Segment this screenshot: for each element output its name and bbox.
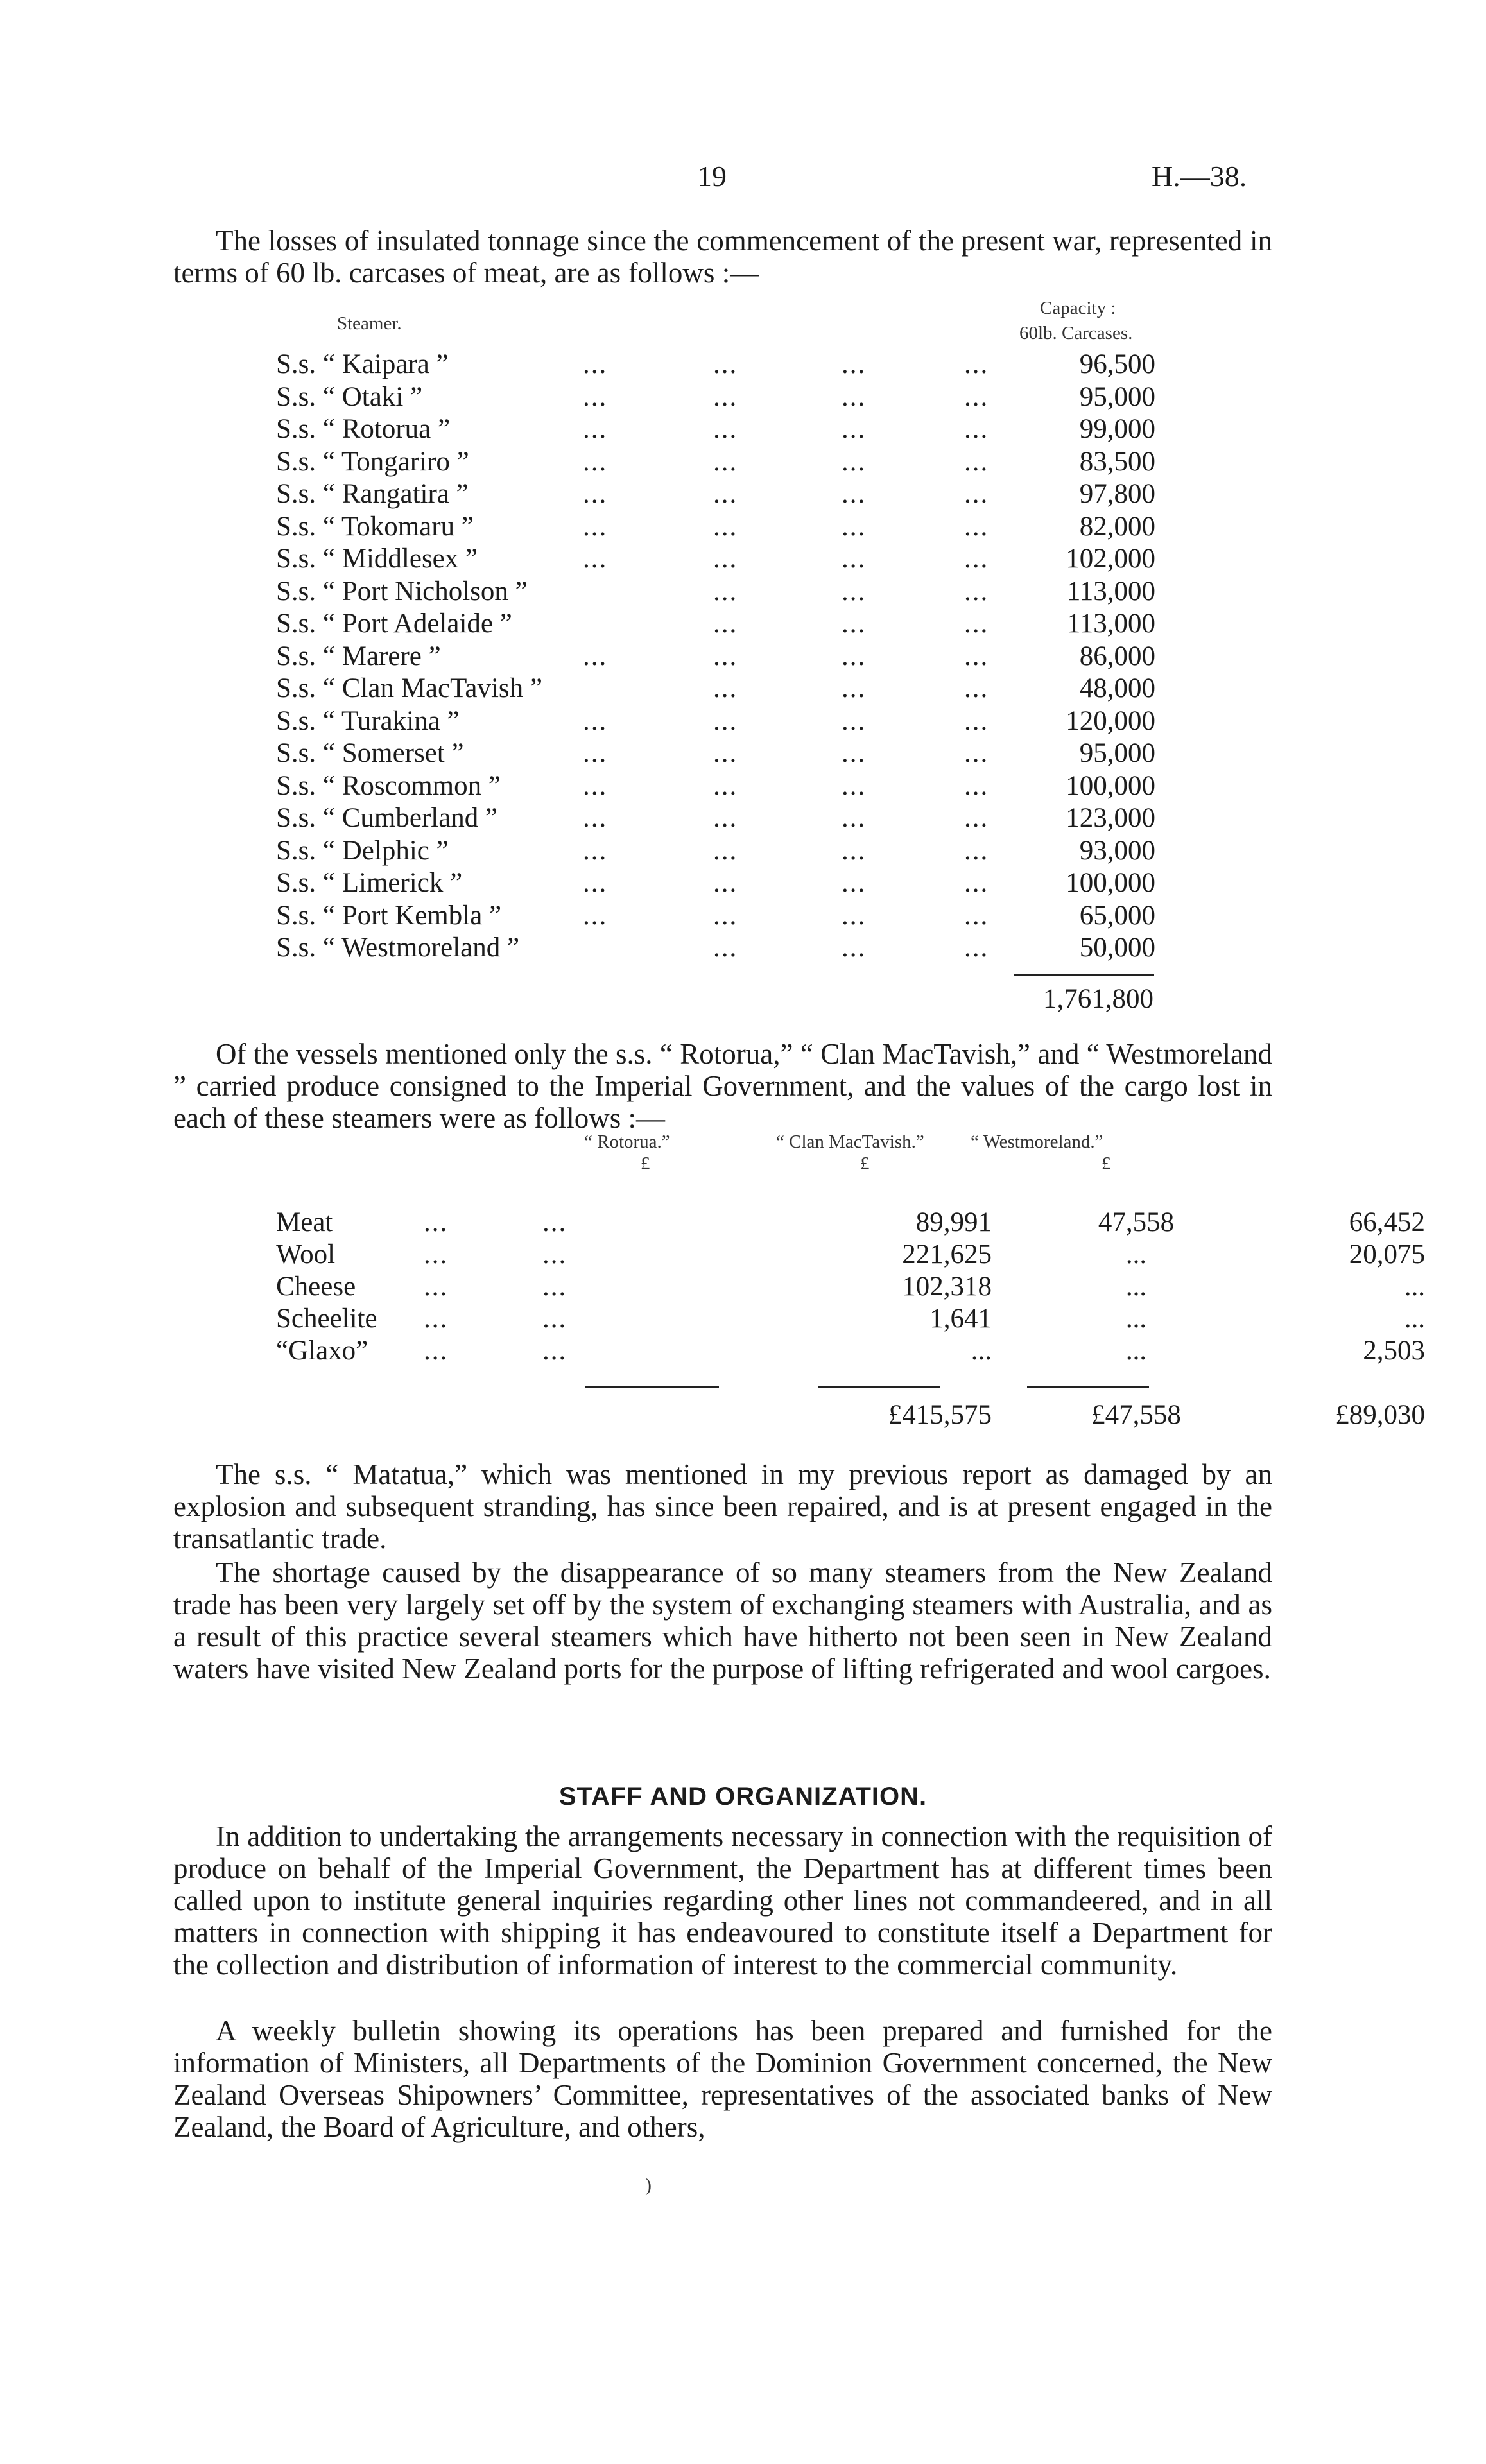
leader-dots: ...	[583, 511, 608, 542]
shortage-paragraph: The shortage caused by the disappearance of so many steamers from the New Zealand trade has been very largely set off by the system of exchanging steamers with Australia, and as a result of this practice several steamers which have hitherto not been seen in New Zealand waters have visited New Zealand ports for the purpose of lifting refrigerated and wool cargoes.	[173, 1556, 1272, 1685]
cargo-header-westmoreland: “ Westmoreland.”	[971, 1132, 1103, 1152]
leader-dots: ...	[964, 511, 989, 542]
bulletin-paragraph: A weekly bulletin showing its operations has been prepared and furnished for the information of Ministers, all Departments of the Dominion Government concerned, the New Zealand Overseas Shipowners’ Committee, representatives of the associated banks of New Zealand, the Board of Agriculture, and others,	[173, 2015, 1272, 2143]
cargo-value-westmoreland: ...	[1404, 1304, 1425, 1334]
leader-dots: ...	[842, 576, 867, 607]
leader-dots: ...	[964, 900, 989, 931]
leader-dots: ...	[713, 511, 738, 542]
leader-dots: ...	[964, 770, 989, 801]
steamer-name: S.s. “ Marere ”	[276, 641, 441, 671]
matatua-paragraph: The s.s. “ Matatua,” which was mentioned in my previous report as damaged by an explosion and subsequent stranding, has since been repaired, and is at present engaged in the transatlantic trade.	[173, 1458, 1272, 1555]
cargo-currency-rotorua: £	[641, 1153, 650, 1174]
leader-dots: ...	[713, 705, 738, 736]
document-reference: H.—38.	[1152, 160, 1247, 193]
leader-dots: ...	[964, 446, 989, 477]
cargo-row	[276, 1271, 1425, 1303]
leader-dots: ...	[842, 705, 867, 736]
steamer-capacity: 100,000	[1066, 868, 1155, 898]
steamer-capacity: 113,000	[1066, 576, 1155, 607]
leader-dots: ...	[842, 933, 867, 963]
steamer-capacity: 95,000	[1079, 738, 1155, 768]
cargo-value-westmoreland: 66,452	[1349, 1207, 1425, 1237]
steamer-capacity: 113,000	[1066, 608, 1155, 639]
leader-dots: ...	[842, 479, 867, 509]
steamer-capacity: 82,000	[1079, 511, 1155, 542]
steamer-name: S.s. “ Turakina ”	[276, 705, 460, 736]
leader-dots: ...	[842, 835, 867, 866]
steamer-name: S.s. “ Tokomaru ”	[276, 511, 474, 542]
leader-dots: ...	[713, 479, 738, 509]
total-westmoreland: £89,030	[1335, 1400, 1425, 1430]
steamer-row	[276, 932, 1155, 964]
steamer-capacity: 95,000	[1079, 381, 1155, 412]
leader-dots: ...	[713, 933, 738, 963]
leader-dots: ...	[583, 446, 608, 477]
leader-dots: ...	[583, 803, 608, 833]
steamer-row	[276, 478, 1155, 510]
steamer-row	[276, 867, 1155, 899]
leader-dots: ...	[424, 1207, 449, 1237]
steamer-row	[276, 770, 1155, 802]
leader-dots: ...	[583, 641, 608, 671]
steamer-total-rule	[1014, 974, 1154, 976]
cargo-value-clan-mactavish: ...	[1125, 1304, 1147, 1334]
steamer-name: S.s. “ Limerick ”	[276, 868, 463, 898]
intro-paragraph: The losses of insulated tonnage since the commencement of the present war, represented in terms of 60 lb. carcases of meat, are as follows :—	[173, 225, 1272, 289]
steamer-capacity: 96,500	[1079, 349, 1155, 379]
steamer-name: S.s. “ Roscommon ”	[276, 770, 501, 801]
steamer-name: S.s. “ Port Kembla ”	[276, 900, 502, 931]
leader-dots: ...	[964, 933, 989, 963]
leader-dots: ...	[842, 511, 867, 542]
cargo-value-clan-mactavish: ...	[1125, 1271, 1147, 1302]
leader-dots: ...	[424, 1304, 449, 1334]
leader-dots: ...	[583, 414, 608, 444]
cargo-value-clan-mactavish: ...	[1125, 1336, 1147, 1366]
steamer-capacity: 120,000	[1066, 705, 1155, 736]
cargo-value-clan-mactavish: ...	[1125, 1239, 1147, 1270]
leader-dots: ...	[964, 479, 989, 509]
page-number: 19	[697, 160, 727, 193]
leader-dots: ...	[713, 349, 738, 379]
cargo-total-rule-clan-mactavish	[818, 1386, 940, 1388]
leader-dots: ...	[713, 868, 738, 898]
steamer-name: S.s. “ Otaki ”	[276, 381, 423, 412]
leader-dots: ...	[583, 381, 608, 412]
cargo-header-rotorua: “ Rotorua.”	[584, 1132, 670, 1152]
steamer-capacity: 50,000	[1079, 933, 1155, 963]
cargo-value-clan-mactavish: 47,558	[1098, 1207, 1175, 1237]
steamer-row	[276, 349, 1155, 381]
steamer-row	[276, 511, 1155, 543]
steamer-row	[276, 446, 1155, 478]
leader-dots: ...	[842, 900, 867, 931]
cargo-currency-clan-mactavish: £	[860, 1153, 870, 1174]
steamer-row	[276, 608, 1155, 640]
leader-dots: ...	[424, 1336, 449, 1366]
steamer-row	[276, 705, 1155, 737]
leader-dots: ...	[583, 738, 608, 768]
cargo-row	[276, 1335, 1425, 1367]
steamer-name: S.s. “ Rotorua ”	[276, 414, 451, 444]
cargo-item: Scheelite	[276, 1304, 377, 1334]
leader-dots: ...	[583, 900, 608, 931]
cargo-item: “Glaxo”	[276, 1336, 368, 1366]
leader-dots: ...	[842, 641, 867, 671]
steamer-capacity: 99,000	[1079, 414, 1155, 444]
leader-dots: ...	[713, 641, 738, 671]
leader-dots: ...	[583, 835, 608, 866]
cargo-row	[276, 1303, 1425, 1335]
leader-dots: ...	[842, 868, 867, 898]
steamer-name: S.s. “ Tongariro ”	[276, 446, 469, 477]
steamer-name: S.s. “ Middlesex ”	[276, 544, 478, 574]
steamer-name: S.s. “ Rangatira ”	[276, 479, 469, 509]
leader-dots: ...	[542, 1336, 567, 1366]
steamer-name: S.s. “ Port Nicholson ”	[276, 576, 528, 607]
capacity-column-header-line1: Capacity :	[1040, 298, 1116, 318]
steamer-name: S.s. “ Somerset ”	[276, 738, 464, 768]
cargo-value-westmoreland: 2,503	[1363, 1336, 1425, 1366]
steamer-row	[276, 543, 1155, 575]
section-heading: STAFF AND ORGANIZATION.	[558, 1782, 928, 1811]
leader-dots: ...	[713, 673, 738, 703]
leader-dots: ...	[964, 673, 989, 703]
steamer-name: S.s. “ Delphic ”	[276, 835, 449, 866]
cargo-item: Meat	[276, 1207, 333, 1237]
cargo-total-rule-rotorua	[585, 1386, 719, 1388]
steamer-capacity: 100,000	[1066, 770, 1155, 801]
leader-dots: ...	[713, 900, 738, 931]
leader-dots: ...	[964, 576, 989, 607]
leader-dots: ...	[713, 381, 738, 412]
leader-dots: ...	[583, 770, 608, 801]
steamer-capacity: 102,000	[1066, 544, 1155, 574]
steamer-row	[276, 381, 1155, 413]
cargo-row	[276, 1239, 1425, 1271]
leader-dots: ...	[964, 803, 989, 833]
leader-dots: ...	[842, 738, 867, 768]
leader-dots: ...	[713, 770, 738, 801]
steamer-name: S.s. “ Kaipara ”	[276, 349, 449, 379]
cargo-total-rule-westmoreland	[1027, 1386, 1149, 1388]
leader-dots: ...	[964, 835, 989, 866]
leader-dots: ...	[424, 1239, 449, 1270]
steamer-row	[276, 413, 1155, 445]
leader-dots: ...	[964, 608, 989, 639]
cargo-currency-westmoreland: £	[1102, 1153, 1111, 1174]
steamer-row	[276, 900, 1155, 932]
cargo-value-rotorua: 89,991	[915, 1207, 992, 1237]
cargo-value-rotorua: 102,318	[902, 1271, 992, 1302]
steamer-capacity: 65,000	[1079, 900, 1155, 931]
cargo-totals-row	[276, 1399, 1425, 1431]
cargo-header-clan-mactavish: “ Clan MacTavish.”	[776, 1132, 924, 1152]
leader-dots: ...	[842, 608, 867, 639]
cargo-value-rotorua: ...	[971, 1336, 992, 1366]
cargo-value-rotorua: 1,641	[929, 1304, 992, 1334]
total-rotorua: £415,575	[888, 1400, 992, 1430]
leader-dots: ...	[964, 349, 989, 379]
leader-dots: ...	[964, 641, 989, 671]
leader-dots: ...	[842, 414, 867, 444]
capacity-column-header-line2: 60lb. Carcases.	[1019, 323, 1133, 343]
steamer-capacity: 86,000	[1079, 641, 1155, 671]
cargo-value-westmoreland: 20,075	[1349, 1239, 1425, 1270]
leader-dots: ...	[842, 673, 867, 703]
vessels-paragraph: Of the vessels mentioned only the s.s. “ Rotorua,” “ Clan MacTavish,” and “ Westmoreland ” carried produce consigned to the Imperial Government, and the values of the cargo lost in each of these steamers were as follows :—	[173, 1038, 1272, 1134]
leader-dots: ...	[842, 544, 867, 574]
cargo-item: Cheese	[276, 1271, 356, 1302]
leader-dots: ...	[713, 414, 738, 444]
leader-dots: ...	[964, 414, 989, 444]
cargo-item: Wool	[276, 1239, 336, 1270]
leader-dots: ...	[583, 479, 608, 509]
cargo-value-rotorua: 221,625	[902, 1239, 992, 1270]
steamer-column-header: Steamer.	[337, 313, 402, 334]
leader-dots: ...	[842, 770, 867, 801]
leader-dots: ...	[713, 803, 738, 833]
leader-dots: ...	[713, 576, 738, 607]
steamer-capacity: 97,800	[1079, 479, 1155, 509]
footer-mark: )	[645, 2175, 652, 2196]
steamer-total: 1,761,800	[1043, 984, 1153, 1014]
steamer-capacity: 48,000	[1079, 673, 1155, 703]
leader-dots: ...	[842, 381, 867, 412]
steamer-name: S.s. “ Clan MacTavish ”	[276, 673, 542, 703]
leader-dots: ...	[964, 868, 989, 898]
leader-dots: ...	[542, 1207, 567, 1237]
steamer-capacity: 93,000	[1079, 835, 1155, 866]
steamer-row	[276, 641, 1155, 673]
leader-dots: ...	[424, 1271, 449, 1302]
leader-dots: ...	[964, 381, 989, 412]
steamer-capacity: 83,500	[1079, 446, 1155, 477]
steamer-row	[276, 576, 1155, 608]
cargo-value-westmoreland: ...	[1404, 1271, 1425, 1302]
leader-dots: ...	[713, 835, 738, 866]
cargo-row	[276, 1207, 1425, 1239]
leader-dots: ...	[964, 738, 989, 768]
leader-dots: ...	[583, 349, 608, 379]
leader-dots: ...	[842, 803, 867, 833]
leader-dots: ...	[542, 1239, 567, 1270]
staff-paragraph: In addition to undertaking the arrangements necessary in connection with the requisition of produce on behalf of the Imperial Government, the Department has at different times been called upon to institute general inquiries regarding other lines not commandeered, and in all matters in connection with shipping it has endeavoured to constitute itself a Department for the collection and distribution of information of interest to the commercial community.	[173, 1820, 1272, 1981]
leader-dots: ...	[583, 705, 608, 736]
steamer-capacity: 123,000	[1066, 803, 1155, 833]
steamer-row	[276, 673, 1155, 705]
steamer-name: S.s. “ Port Adelaide ”	[276, 608, 512, 639]
steamer-name: S.s. “ Cumberland ”	[276, 803, 498, 833]
leader-dots: ...	[842, 349, 867, 379]
leader-dots: ...	[542, 1271, 567, 1302]
leader-dots: ...	[713, 544, 738, 574]
leader-dots: ...	[713, 608, 738, 639]
leader-dots: ...	[964, 544, 989, 574]
leader-dots: ...	[713, 738, 738, 768]
leader-dots: ...	[964, 705, 989, 736]
steamer-row	[276, 737, 1155, 770]
steamer-row	[276, 802, 1155, 834]
total-clan-mactavish: £47,558	[1091, 1400, 1181, 1430]
leader-dots: ...	[583, 544, 608, 574]
leader-dots: ...	[583, 868, 608, 898]
leader-dots: ...	[842, 446, 867, 477]
leader-dots: ...	[542, 1304, 567, 1334]
leader-dots: ...	[713, 446, 738, 477]
steamer-row	[276, 835, 1155, 867]
steamer-name: S.s. “ Westmoreland ”	[276, 933, 520, 963]
